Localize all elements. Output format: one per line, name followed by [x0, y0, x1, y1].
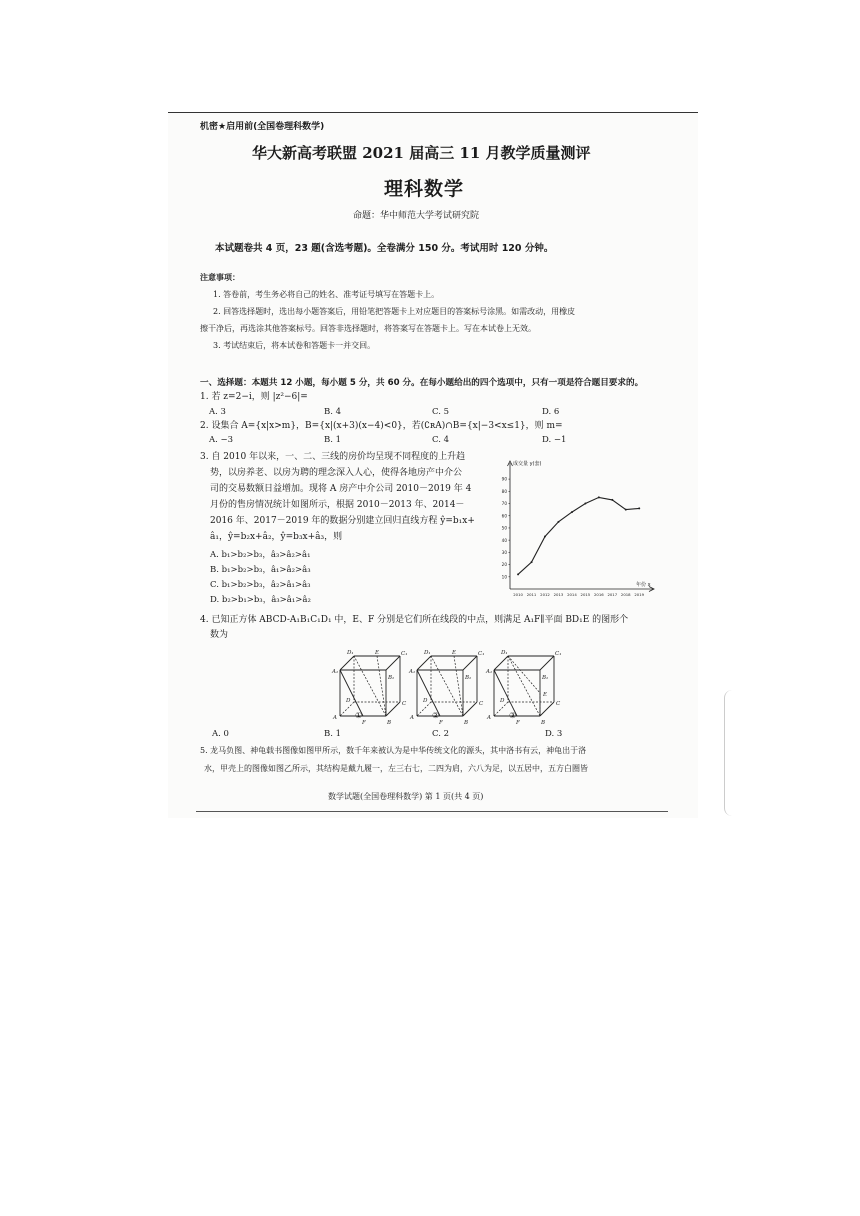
vertex-label: B [464, 720, 469, 726]
x-tick-label: 2013 [553, 592, 564, 597]
vertex-label: A [487, 715, 491, 721]
question-2-stem: 2. 设集合 A={x|x>m}，B={x|(x+3)(x−4)<0}，若(∁ʀA)∩B={x|−3<x≤1}，则 m= [200, 421, 563, 431]
y-tick-label: 30 [501, 549, 507, 555]
cube-hidden-edge [454, 656, 463, 716]
exam-summary: 本试题卷共 4 页，23 题(含选考题)。全卷满分 150 分。考试用时 120 分钟。 [215, 243, 554, 254]
note-line: 1. 答卷前，考生务必将自己的姓名、准考证号填写在答题卡上。 [213, 290, 440, 299]
cube-edge [386, 702, 400, 716]
vertex-label: A₁ [332, 669, 339, 675]
vertex-label: B [387, 720, 392, 726]
q2-option-d: D. −1 [542, 435, 567, 445]
x-tick-label: 2014 [567, 592, 577, 597]
data-point [557, 521, 559, 523]
vertex-label: E [375, 650, 380, 656]
data-point [544, 535, 546, 537]
vertex-label: D [346, 698, 351, 704]
question-5-line: 5. 龙马负图、神龟载书图像如图甲所示，数千年来被认为是中华传统文化的源头，其中洛书有云，神龟出于洛 [200, 746, 587, 755]
question-5-line: 水，甲壳上的图像如图乙所示，其结构是戴九履一，左三右七，二四为肩，六八为足，以五居中，五方白圈皆 [204, 764, 588, 773]
data-point [611, 499, 613, 501]
vertex-label: D [423, 698, 428, 704]
scan-edge-shadow [724, 690, 741, 816]
vertex-label: A [410, 715, 414, 721]
q2-option-c: C. 4 [432, 435, 450, 445]
y-tick-label: 40 [501, 537, 507, 543]
data-point [598, 496, 600, 498]
y-tick-label: 90 [501, 476, 507, 482]
vertex-label: F [439, 720, 443, 726]
x-tick-label: 2012 [540, 592, 550, 597]
exam-page [168, 112, 698, 818]
q3-option-b: B. b₁>b₂>b₃，â₁>â₂>â₃ [210, 565, 311, 575]
author-line: 命题：华中师范大学考试研究院 [353, 211, 480, 221]
cube-hidden-edge [508, 656, 540, 693]
y-tick-label: 20 [501, 562, 507, 568]
vertex-label: E [543, 692, 548, 698]
vertex-label: E [452, 650, 457, 656]
vertex-label: A [333, 715, 337, 721]
q4-option-a: A. 0 [212, 729, 229, 739]
cube-hidden-edge [377, 656, 386, 716]
x-tick-label: 2019 [634, 592, 645, 597]
segment-a1f [417, 670, 440, 716]
q3-option-a: A. b₁>b₂>b₃，â₃>â₂>â₁ [210, 550, 311, 560]
vertex-label: C [479, 701, 484, 707]
cube-hidden-edge [417, 702, 431, 716]
data-point [638, 507, 640, 509]
x-tick-label: 2011 [526, 592, 537, 597]
cube-edge [494, 656, 508, 670]
q4-option-b: B. 1 [324, 729, 342, 739]
y-tick-label: 70 [501, 501, 507, 507]
page-footer: 数学试题(全国卷理科数学) 第 1 页(共 4 页) [328, 792, 484, 801]
data-point [625, 509, 627, 511]
cube-hidden-edge [340, 702, 354, 716]
y-tick-label: 10 [501, 574, 507, 580]
q1-option-c: C. 5 [432, 407, 450, 417]
x-axis-label: 年份 x [636, 582, 651, 588]
vertex-label: C₁ [401, 651, 408, 657]
exam-title: 华大新高考联盟 2021 届高三 11 月教学质量测评 [252, 144, 591, 162]
y-tick-label: 80 [501, 488, 507, 494]
x-tick-label: 2015 [580, 592, 591, 597]
segment-a1f [340, 670, 363, 716]
vertex-label: B₁ [542, 675, 549, 681]
cube-edge [540, 656, 554, 670]
cube-edge [340, 656, 354, 670]
data-point [571, 511, 573, 513]
vertex-label: C₁ [555, 651, 562, 657]
vertex-label: B₁ [465, 675, 472, 681]
q2-option-a: A. −3 [209, 435, 234, 445]
question-3-line: 司的交易数额日益增加。现将 A 房产中介公司 2010－2019 年 4 [210, 484, 472, 494]
question-3-line: â₁，ŷ=b₂x+â₂，ŷ=b₃x+â₃，则 [210, 532, 343, 542]
cube-edge [463, 702, 477, 716]
vertex-label: D₁ [347, 650, 354, 656]
figure-caption-2: ② [432, 711, 440, 720]
question-1-stem: 1. 若 z=2−i，则 |z²−6|= [200, 392, 308, 402]
q1-option-a: A. 3 [209, 407, 226, 417]
note-line: 擦干净后，再选涂其他答案标号。回答非选择题时，将答案写在答题卡上。写在本试卷上无效。 [200, 324, 536, 333]
vertex-label: F [362, 720, 366, 726]
x-tick-label: 2018 [620, 592, 631, 597]
note-line: 3. 考试结束后，将本试卷和答题卡一并交回。 [213, 341, 376, 350]
question-4-line: 4. 已知正方体 ABCD-A₁B₁C₁D₁ 中，E、F 分别是它们所在线段的中点，则满足 A₁F∥平面 BD₁E 的图形个 [200, 615, 629, 625]
y-axis-label: 成交量 y(套) [513, 461, 542, 467]
cube-hidden-edge [494, 702, 508, 716]
q1-option-b: B. 4 [324, 407, 342, 417]
x-tick-label: 2010 [513, 592, 523, 597]
note-line: 2. 回答选择题时，选出每小题答案后，用铅笔把答题卡上对应题目的答案标号涂黑。如需改动，用橡皮 [213, 307, 576, 316]
y-tick-label: 60 [501, 513, 507, 519]
vertex-label: A₁ [409, 669, 416, 675]
data-point [517, 573, 519, 575]
vertex-label: C [402, 701, 407, 707]
vertex-label: F [516, 720, 520, 726]
x-tick-label: 2016 [594, 592, 604, 597]
q3-option-d: D. b₂>b₁>b₃，â₃>â₁>â₂ [210, 595, 311, 605]
q4-option-c: C. 2 [432, 729, 450, 739]
subject-title: 理科数学 [384, 178, 465, 200]
data-point [531, 561, 533, 563]
vertex-label: D₁ [501, 650, 508, 656]
question-4-line: 数为 [210, 630, 229, 640]
cube-figures [318, 640, 562, 726]
vertex-label: B [541, 720, 546, 726]
figure-caption-1: ① [355, 711, 363, 720]
vertex-label: B₁ [388, 675, 395, 681]
cube-edge [540, 702, 554, 716]
vertex-label: D₁ [424, 650, 431, 656]
segment-a1f [494, 670, 517, 716]
section-heading: 一、选择题：本题共 12 小题，每小题 5 分，共 60 分。在每小题给出的四个选项中，只有一项是符合题目要求的。 [200, 378, 644, 388]
figure-caption-3: ③ [509, 711, 517, 720]
question-3-line: 2016 年、2017－2019 年的数据分别建立回归直线方程 ŷ=b₁x+ [210, 516, 475, 526]
question-3-line: 3. 自 2010 年以来，一、二、三线的房价均呈现不同程度的上升趋 [200, 452, 466, 462]
top-rule [168, 112, 698, 113]
question-3-line: 势，以房养老、以房为聘的理念深入人心，使得各地房产中介公 [210, 468, 463, 478]
sales-line-chart [492, 455, 658, 601]
vertex-label: C₁ [478, 651, 485, 657]
q3-option-c: C. b₁>b₂>b₃，â₂>â₁>â₃ [210, 580, 311, 590]
vertex-label: D [500, 698, 505, 704]
x-tick-label: 2017 [607, 592, 618, 597]
vertex-label: A₁ [486, 669, 493, 675]
notes-heading: 注意事项： [200, 273, 240, 282]
confidential-label: 机密★启用前(全国卷理科数学) [200, 122, 325, 132]
data-point [584, 503, 586, 505]
q4-option-d: D. 3 [545, 729, 563, 739]
cube-edge [386, 656, 400, 670]
q2-option-b: B. 1 [324, 435, 342, 445]
bottom-rule [196, 811, 668, 812]
y-tick-label: 50 [501, 525, 507, 531]
sales-series-line [518, 497, 639, 574]
q1-option-d: D. 6 [542, 407, 560, 417]
cube-edge [417, 656, 431, 670]
cube-edge [463, 656, 477, 670]
question-3-line: 月份的售房情况统计如图所示，根据 2010－2013 年、2014－ [210, 500, 465, 510]
vertex-label: C [556, 701, 561, 707]
